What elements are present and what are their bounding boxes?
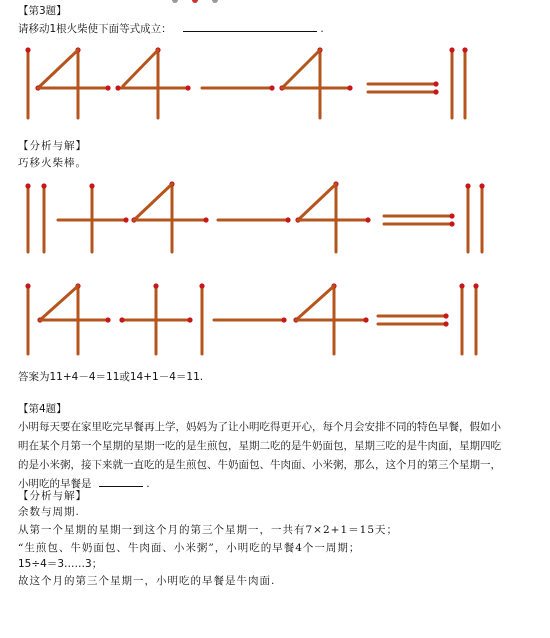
problem3-question-text: 请移动1根火柴使下面等式成立： (18, 23, 172, 35)
top-decoration (172, 0, 218, 3)
problem3-period: . (320, 23, 324, 35)
equation-answer-b (25, 283, 478, 354)
problem4-line-3: 的是小米粥，接下来就一直吃的是生煎包、牛奶面包、牛肉面、小米粥，那么，这个月的第三个星期一， (18, 459, 501, 471)
answer-blank (183, 21, 317, 32)
analysis4-line-2: 从第一个星期的星期一到这个月的第三个星期一，一共有7×2+1＝15天； (18, 524, 398, 536)
analysis3-hint: 巧移火柴棒。 (18, 157, 87, 169)
analysis3-answer: 答案为11+4－4＝11或14+1－4＝11. (18, 371, 204, 383)
problem4-line-4 (18, 475, 538, 494)
equation-problem3 (25, 47, 467, 118)
breakfast-blank (99, 476, 143, 487)
analysis4-line-5: 故这个月的第三个星期一，小明吃的早餐是牛肉面. (18, 575, 276, 587)
problem4-period: . (146, 478, 150, 490)
analysis4-line-4: 15÷4＝3……3； (18, 558, 103, 570)
problem4-line-4-text: 小明吃的早餐是 (18, 478, 92, 490)
problem4-title: 【第4题】 (18, 403, 67, 415)
problem4-body (18, 418, 538, 494)
analysis3-title: 【分析与解】 (18, 140, 87, 152)
analysis4-line-1: 余数与周期. (18, 506, 80, 518)
problem3-question (18, 21, 324, 36)
problem4-line-2: 明在某个月第一个星期的星期一吃的是生煎包，星期二吃的是牛奶面包，星期三吃的是牛肉面，星期四吃 (18, 440, 501, 452)
analysis4-title: 【分析与解】 (18, 490, 87, 502)
analysis4-line-3: “生煎包、牛奶面包、牛肉面、小米粥”，小明吃的早餐4个一周期； (18, 542, 361, 554)
equation-answer-a (25, 181, 484, 252)
problem3-title: 【第3题】 (18, 5, 67, 17)
problem4-line-1: 小明每天要在家里吃完早餐再上学，妈妈为了让小明吃得更开心，每个月会安排不同的特色早餐，假如小 (18, 421, 501, 433)
